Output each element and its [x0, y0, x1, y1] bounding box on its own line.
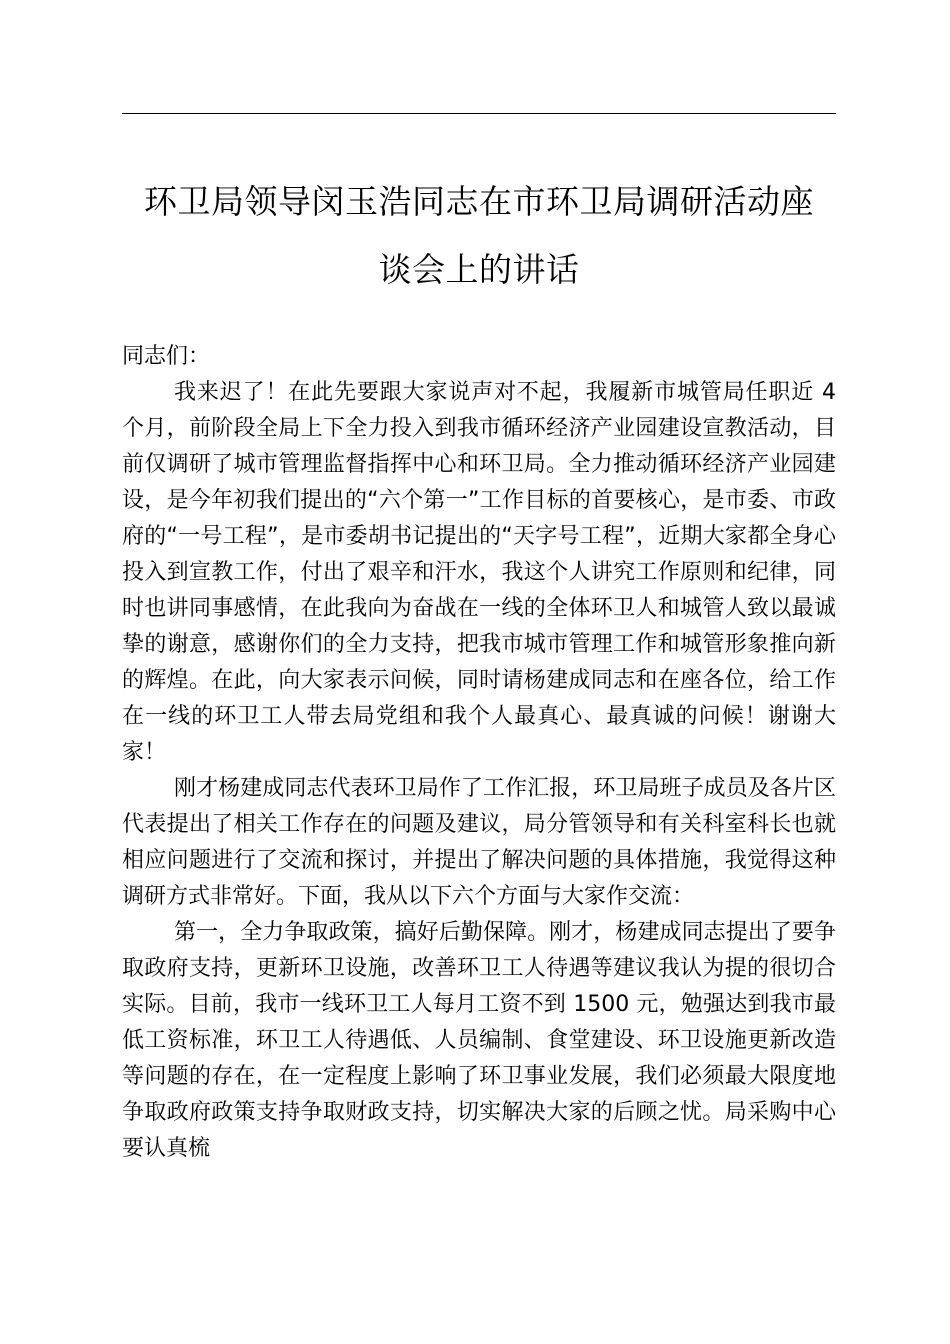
header-rule [122, 113, 836, 114]
paragraph-1: 我来迟了！在此先要跟大家说声对不起，我履新市城管局任职近 4 个月，前阶段全局上下全力投入到我市循环经济产业园建设宣教活动，目前仅调研了城市管理监督指挥中心和环卫局。全力推动循环经济产业园建设，是今年初我们提出的“六个第一”工作目标的首要核心，是市委、市政府的“一号工程”，是市委胡书记提出的“天字号工程”，近期大家都全身心投入到宣教工作，付出了艰辛和汗水，我这个人讲究工作原则和纪律，同时也讲同事感情，在此我向为奋战在一线的全体环卫人和城管人致以最诚挚的谢意，感谢你们的全力支持，把我市城市管理工作和城管形象推向新的辉煌。在此，向大家表示问候，同时请杨建成同志和在座各位，给工作在一线的环卫工人带去局党组和我个人最真心、最真诚的问候！谢谢大家！ [122, 380, 836, 765]
paragraph-3: 第一，全力争取政策，搞好后勤保障。刚才，杨建成同志提出了要争取政府支持，更新环卫设施，改善环卫工人待遇等建议我认为提的很切合实际。目前，我市一线环卫工人每月工资不到 1500 元，勉强达到我市最低工资标准，环卫工人待遇低、人员编制、食堂建设、环卫设施更新改造等问题的存在，在一定程度上影响了环卫事业发展，我们必须最大限度地争取政府政策支持争取财政支持，切实解决大家的后顾之忧。局采购中心要认真梳 [122, 920, 836, 1161]
paragraph-2: 刚才杨建成同志代表环卫局作了工作汇报，环卫局班子成员及各片区代表提出了相关工作存在的问题及建议，局分管领导和有关科室科长也就相应问题进行了交流和探讨，并提出了解决问题的具体措施，我觉得这种调研方式非常好。下面，我从以下六个方面与大家作交流： [122, 776, 836, 909]
document-title-line-1: 环卫局领导闵玉浩同志在市环卫局调研活动座 [144, 182, 814, 221]
speech-body [122, 375, 836, 1167]
salutation: 同志们： [122, 344, 211, 369]
document-title-line-2: 谈会上的讲话 [378, 250, 580, 289]
